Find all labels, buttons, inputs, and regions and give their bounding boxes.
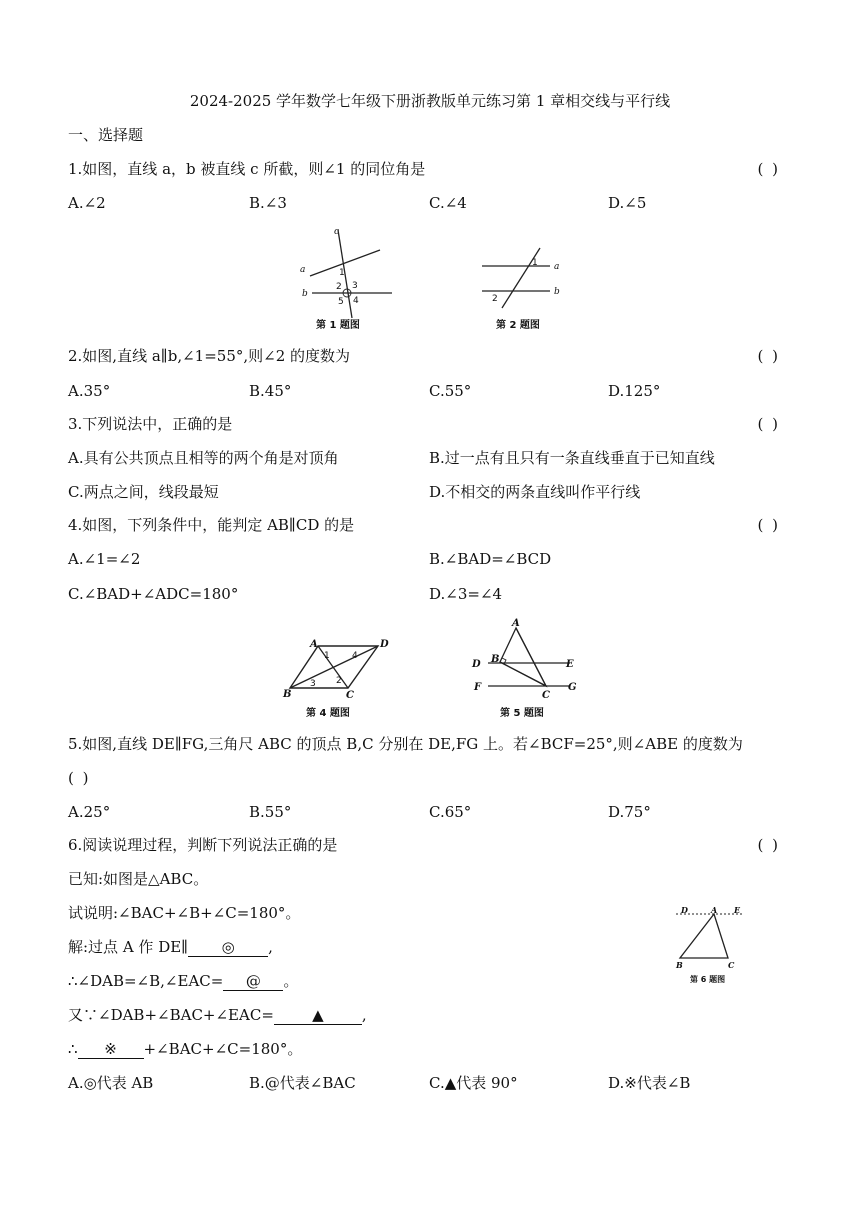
q6-answer-paren: ( ) (757, 836, 780, 854)
q6-step-2-text: ∴∠DAB=∠B,∠EAC= (68, 972, 224, 990)
figure-5 (470, 614, 586, 720)
q6-stem: 6.阅读说理过程，判断下列说法正确的是 (68, 836, 338, 854)
q2-option-b: B.45° (249, 382, 292, 400)
fig4-caption: 第 4 题图 (306, 708, 350, 719)
q1-answer-paren: ( ) (757, 160, 780, 178)
fig4-label-A: A (310, 639, 318, 650)
q3-option-a: A.具有公共顶点且相等的两个角是对顶角 (68, 449, 339, 467)
q5-stem: 5.如图,直线 DE∥FG,三角尺 ABC 的顶点 B,C 分别在 DE,FG 上。若∠BCF=25°,则∠ABE 的度数为 (68, 735, 743, 753)
fig2-label-a: a (554, 262, 560, 272)
q1-option-c: C.∠4 (429, 194, 467, 212)
fig2-label-b: b (554, 287, 560, 297)
q5-option-a: A.25° (68, 803, 111, 821)
q3-option-d: D.不相交的两条直线叫作平行线 (429, 483, 641, 501)
fig5-caption: 第 5 题图 (500, 708, 544, 719)
q4-option-d: D.∠3=∠4 (429, 585, 503, 603)
q6-blank-3: ▲ (274, 1006, 362, 1025)
q6-option-d: D.※代表∠B (608, 1074, 691, 1092)
q3-answer-paren: ( ) (757, 415, 780, 433)
q4-stem: 4.如图，下列条件中，能判定 AB∥CD 的是 (68, 516, 355, 534)
q4-option-a: A.∠1=∠2 (68, 550, 141, 568)
fig2-label-2: 2 (492, 294, 498, 304)
fig4-label-B: B (283, 689, 292, 700)
q5-option-c: C.65° (429, 803, 472, 821)
q1-option-a: A.∠2 (68, 194, 106, 212)
fig1-label-4: 4 (353, 296, 359, 306)
fig1-label-1: 1 (339, 268, 345, 278)
q1-option-b: B.∠3 (249, 194, 287, 212)
fig1-caption: 第 1 题图 (316, 320, 360, 331)
q6-step-2-end: 。 (283, 972, 299, 990)
fig4-label-2: 2 (336, 676, 342, 686)
fig4-label-3: 3 (310, 679, 316, 689)
q3-option-b: B.过一点有且只有一条直线垂直于已知直线 (429, 449, 715, 467)
fig5-label-F: F (474, 682, 482, 693)
figure-4 (282, 636, 392, 722)
fig6-label-C: C (728, 960, 735, 970)
q2-option-c: C.55° (429, 382, 472, 400)
figure-1 (296, 222, 406, 334)
q6-step-3-end: , (361, 1006, 367, 1024)
fig1-label-5: 5 (338, 297, 344, 307)
fig4-label-1: 1 (324, 651, 330, 661)
fig4-label-D: D (380, 639, 389, 650)
fig1-label-2: 2 (336, 282, 342, 292)
document-title: 2024-2025 学年数学七年级下册浙教版单元练习第 1 章相交线与平行线 (189, 92, 671, 110)
fig6-label-B: B (676, 960, 683, 970)
q6-blank-4: ※ (78, 1040, 144, 1059)
q2-option-d: D.125° (608, 382, 661, 400)
q6-step-4-text: ∴ (68, 1040, 78, 1058)
q6-step-1-text: 解:过点 A 作 DE∥ (68, 938, 189, 956)
fig1-label-a: a (300, 265, 306, 275)
fig1-label-b: b (302, 289, 308, 299)
q6-step-3-text: 又∵∠DAB+∠BAC+∠EAC= (68, 1006, 274, 1024)
fig5-label-G: G (568, 682, 577, 693)
section-heading: 一、选择题 (68, 126, 144, 144)
fig5-label-A: A (512, 618, 520, 629)
fig5-label-B: B (491, 654, 500, 665)
q1-stem: 1.如图，直线 a，b 被直线 c 所截，则∠1 的同位角是 (68, 160, 426, 178)
q4-answer-paren: ( ) (757, 516, 780, 534)
fig2-label-1: 1 (532, 258, 538, 268)
q4-option-b: B.∠BAD=∠BCD (429, 550, 552, 568)
fig2-caption: 第 2 题图 (496, 320, 540, 331)
figure-2 (478, 244, 574, 334)
figure-6 (672, 904, 752, 988)
q6-option-a: A.◎代表 AB (68, 1074, 154, 1092)
q1-option-d: D.∠5 (608, 194, 647, 212)
q6-prove: 试说明:∠BAC+∠B+∠C=180°。 (68, 904, 301, 922)
q6-option-b: B.@代表∠BAC (249, 1074, 356, 1092)
q2-answer-paren: ( ) (757, 347, 780, 365)
q6-step-2 (68, 970, 298, 992)
q6-step-4 (68, 1038, 302, 1060)
q3-stem: 3.下列说法中，正确的是 (68, 415, 233, 433)
fig1-label-c: c (334, 227, 340, 237)
q6-step-4-end: +∠BAC+∠C=180°。 (143, 1040, 303, 1058)
q6-step-1 (68, 936, 273, 958)
fig6-label-A: A (711, 905, 718, 915)
q6-known: 已知:如图是△ABC。 (68, 870, 209, 888)
fig5-label-E: E (566, 659, 574, 670)
q2-option-a: A.35° (68, 382, 111, 400)
q6-step-1-end: , (268, 938, 273, 956)
fig5-label-D: D (472, 659, 481, 670)
q3-option-c: C.两点之间，线段最短 (68, 483, 219, 501)
fig6-caption: 第 6 题图 (690, 975, 726, 984)
q6-blank-1: ◎ (188, 938, 268, 957)
fig6-label-D: D (681, 905, 688, 915)
q6-option-c: C.▲代表 90° (429, 1074, 518, 1092)
fig4-label-4: 4 (352, 651, 358, 661)
q6-blank-2: @ (223, 972, 283, 991)
fig4-label-C: C (346, 690, 354, 701)
q4-option-c: C.∠BAD+∠ADC=180° (68, 585, 239, 603)
q6-step-3 (68, 1004, 367, 1026)
fig1-label-3: 3 (352, 281, 358, 291)
q5-option-b: B.55° (249, 803, 292, 821)
fig6-label-E: E (734, 905, 741, 915)
q5-answer-paren: ( ) (68, 769, 91, 787)
q2-stem: 2.如图,直线 a∥b,∠1=55°,则∠2 的度数为 (68, 347, 351, 365)
q5-option-d: D.75° (608, 803, 651, 821)
fig5-label-C: C (542, 690, 550, 701)
